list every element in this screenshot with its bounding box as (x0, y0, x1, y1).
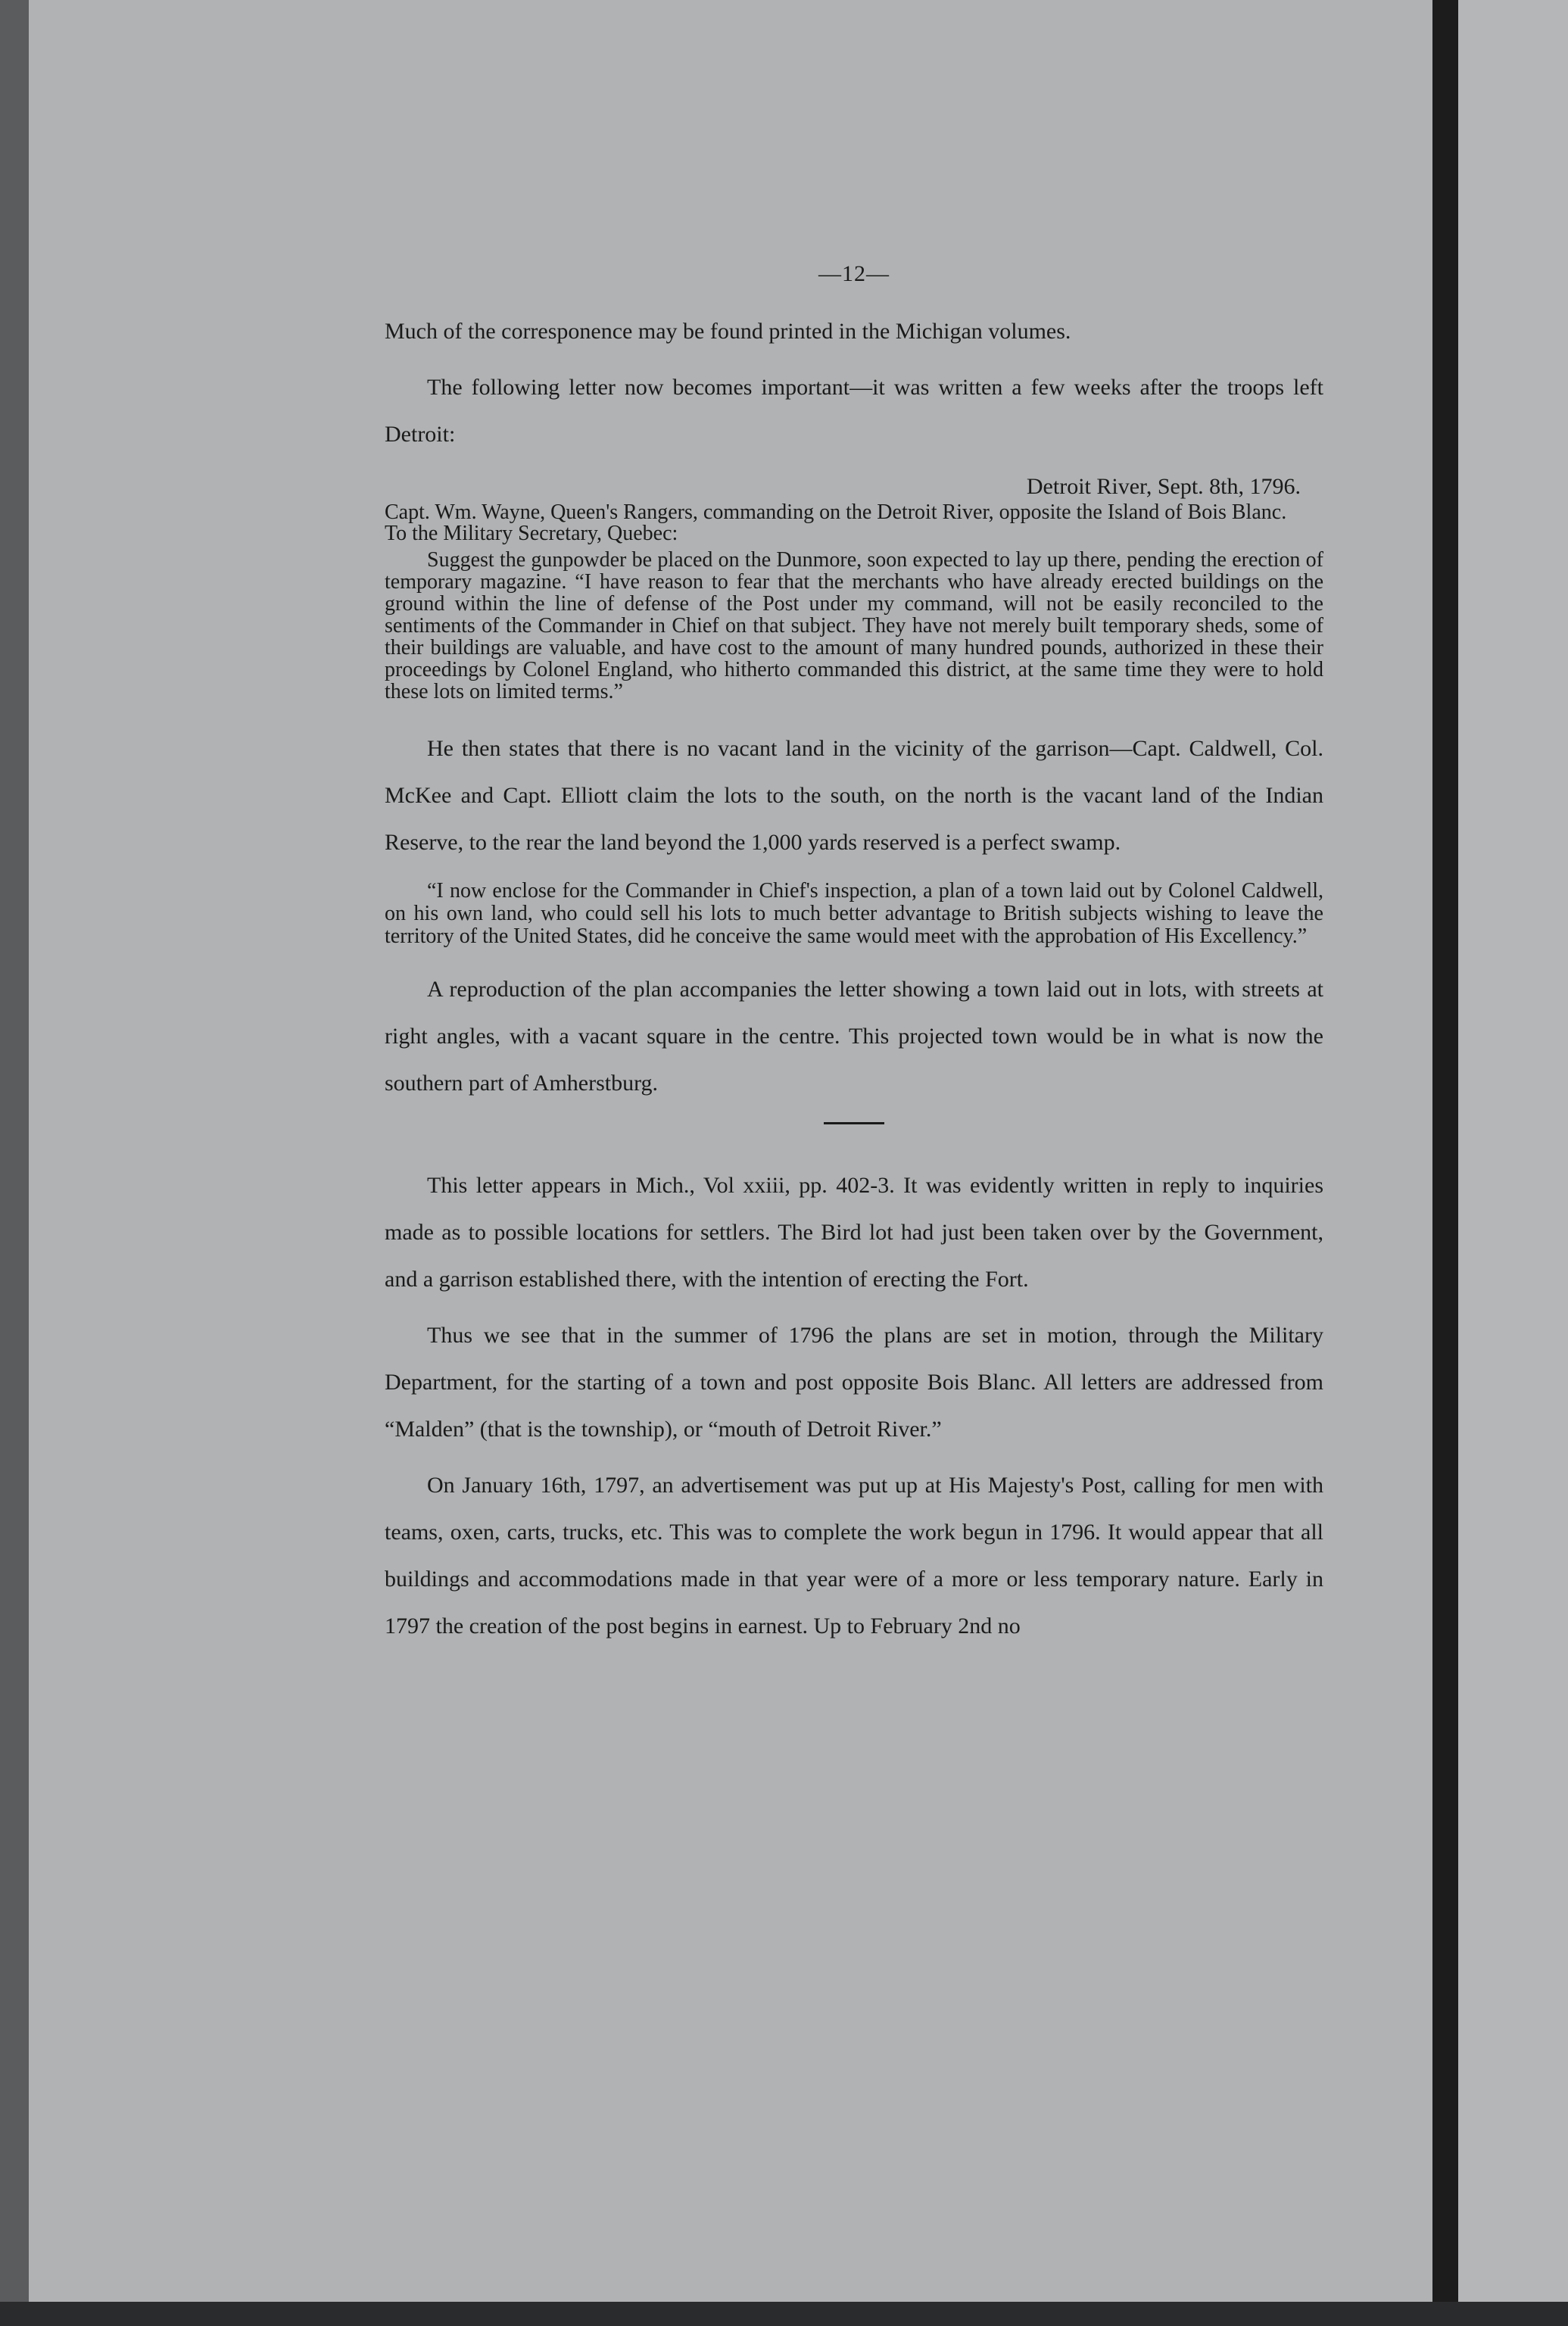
paragraph-correspondence: Much of the corresponence may be found printed in the Michigan volumes. (385, 319, 1071, 344)
page-number: —12— (818, 261, 890, 286)
paragraph-reproduction: A reproduction of the plan accompanies the letter showing a town laid out in lots, with streets at right angles, with a vacant square in the centre. This projected town would be in what is now the southern part of Amherstburg. (385, 977, 1323, 1096)
letter-body: Suggest the gunpowder be placed on the Dunmore, soon expected to lay up there, pending the erection of temporary magazine. “I have reason to fear that the merchants who have already erected buildings on the ground within the line of defense of the Post under my command, will not be easily reconciled to the sentiments of the Commander in Chief on that subject. They have not merely built temporary sheds, some of their buildings are valuable, and have cost to the amount of many hundred pounds, authorized in these their proceedings by Colonel England, who hitherto commanded this district, at the same time they were to hold these lots on limited terms.” (385, 548, 1323, 703)
letter-to: To the Military Secretary, Quebec: (385, 522, 678, 545)
letter-from: Capt. Wm. Wayne, Queen's Rangers, commanding on the Detroit River, opposite the Island of Bois Blanc. (385, 500, 1287, 524)
paragraph-january-1797: On January 16th, 1797, an advertisement was put up at His Majesty's Post, calling for men with teams, oxen, carts, trucks, etc. This was to complete the work begun in 1796. It would appear that all buildings and accommodations made in that year were of a more or less temporary nature. Early in 1797 the creation of the post begins in earnest. Up to February 2nd no (385, 1473, 1323, 1638)
paragraph-following-letter: The following letter now becomes important—it was written a few weeks after the troops left Detroit: (385, 375, 1323, 447)
section-divider (824, 1122, 884, 1124)
scan-left-border (0, 0, 29, 2326)
paragraph-mich-volume: This letter appears in Mich., Vol xxiii, pp. 402-3. It was evidently written in reply to inquiries made as to possible locations for settlers. The Bird lot had just been taken over by the Government, and a garrison established there, with the intention of erecting the Fort. (385, 1173, 1323, 1292)
page-content (385, 261, 1323, 1659)
scan-bottom-border (0, 2302, 1568, 2326)
quote-town-plan: “I now enclose for the Commander in Chief's inspection, a plan of a town laid out by Colonel Caldwell, on his own land, who could sell his lots to much better advantage to British subjects wishing to leave the territory of the United States, did he conceive the same would meet with the approbation of His Excellency.” (385, 879, 1323, 948)
scan-binding-shadow (1432, 0, 1458, 2326)
document-page (29, 0, 1432, 2302)
paragraph-no-vacant-land: He then states that there is no vacant land in the vicinity of the garrison—Capt. Caldwell, Col. McKee and Capt. Elliott claim the lots to the south, on the north is the vacant land of the Indian Reserve, to the rear the land beyond the 1,000 yards reserved is a perfect swamp. (385, 736, 1323, 855)
paragraph-summer-1796: Thus we see that in the summer of 1796 the plans are set in motion, through the Military Department, for the starting of a town and post opposite Bois Blanc. All letters are addressed from “Malden” (that is the township), or “mouth of Detroit River.” (385, 1323, 1323, 1442)
scan-right-margin (1458, 0, 1568, 2326)
letter-date: Detroit River, Sept. 8th, 1796. (1026, 474, 1301, 499)
